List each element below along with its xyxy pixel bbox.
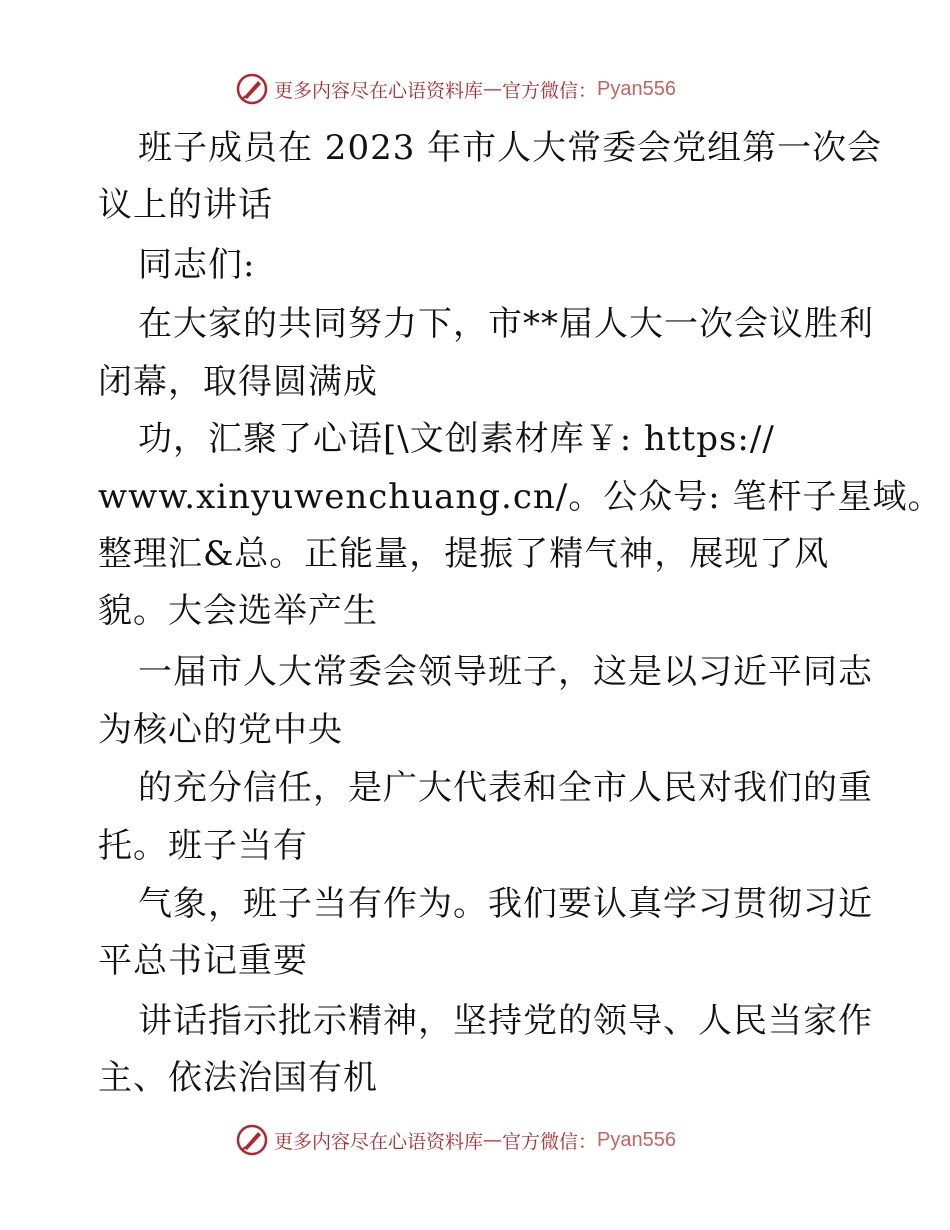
- header-watermark: [236, 72, 676, 106]
- watermark-label: 官方微信：: [502, 79, 598, 102]
- body-line: 托。班子当有: [98, 826, 308, 866]
- body-line: 整理汇&总。正能量，提振了精气神，展现了风: [98, 534, 830, 574]
- body-line: 貌。大会选举产生: [98, 591, 378, 631]
- document-title-line: 班子成员在 2023 年市人大常委会党组第一次会: [138, 128, 883, 168]
- body-line: 的充分信任，是广大代表和全市人民对我们的重: [138, 768, 873, 808]
- watermark-main-text: 更多内容尽在心语资料库: [274, 79, 484, 102]
- salutation: 同志们:: [138, 245, 256, 285]
- body-line: 气象，班子当有作为。我们要认真学习贯彻习近: [138, 884, 873, 924]
- body-line: 为核心的党中央: [98, 710, 343, 750]
- watermark-dash: —: [483, 78, 503, 100]
- footer-watermark: [236, 1123, 676, 1157]
- body-line: 平总书记重要: [98, 941, 308, 981]
- watermark-id: Pyan556: [597, 1128, 676, 1151]
- watermark-id: Pyan556: [597, 77, 676, 100]
- body-line: 在大家的共同努力下，市**届人大一次会议胜利: [138, 304, 874, 344]
- quill-logo-icon: [236, 1124, 268, 1156]
- watermark-dash: —: [483, 1129, 503, 1151]
- body-line: www.xinyuwenchuang.cn/。公众号: 笔杆子星域。: [98, 477, 943, 517]
- body-line: 一届市人大常委会领导班子，这是以习近平同志: [138, 652, 873, 692]
- document-title-line: 议上的讲话: [98, 185, 273, 225]
- quill-logo-icon: [236, 73, 268, 105]
- watermark-main-text: 更多内容尽在心语资料库: [274, 1130, 484, 1153]
- body-line: 功，汇聚了心语[\文创素材库￥: https://: [138, 419, 775, 459]
- watermark-label: 官方微信：: [502, 1130, 598, 1153]
- body-line: 主、依法治国有机: [98, 1058, 378, 1098]
- body-line: 讲话指示批示精神，坚持党的领导、人民当家作: [138, 1001, 873, 1041]
- body-line: 闭幕，取得圆满成: [98, 362, 378, 402]
